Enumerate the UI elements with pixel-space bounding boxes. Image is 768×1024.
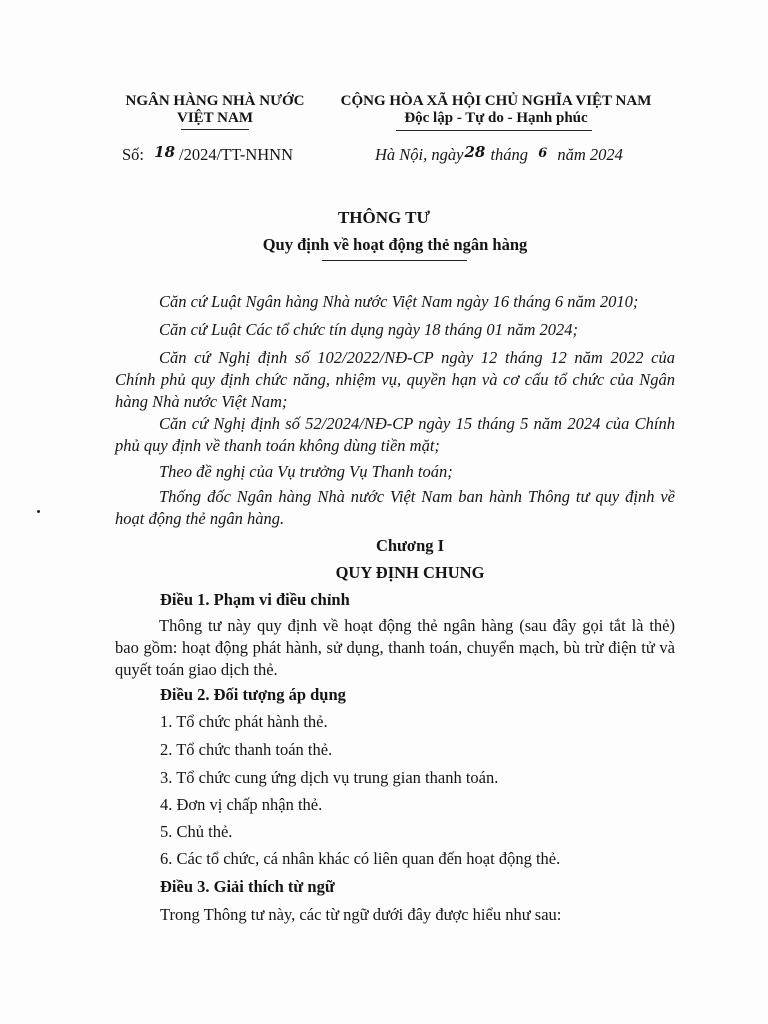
document-number — [122, 145, 293, 165]
handwritten-day: 28 — [464, 143, 486, 161]
chapter-title: QUY ĐỊNH CHUNG — [335, 563, 485, 582]
subject-underline — [322, 260, 467, 261]
motto-underline — [396, 130, 592, 131]
chapter-number: Chương I — [375, 536, 445, 555]
list-item: 6. Các tổ chức, cá nhân khác có liên quan đến hoạt động thẻ. — [160, 849, 561, 868]
date-year: năm 2024 — [557, 145, 623, 164]
article-2-heading: Điều 2. Đối tượng áp dụng — [160, 685, 346, 704]
preamble-law-credit: Căn cứ Luật Các tổ chức tín dụng ngày 18 tháng 01 năm 2024; — [159, 320, 579, 339]
preamble-law-sbv: Căn cứ Luật Ngân hàng Nhà nước Việt Nam ngày 16 tháng 6 năm 2010; — [159, 292, 639, 311]
list-item: 4. Đơn vị chấp nhận thẻ. — [160, 795, 323, 814]
list-item: 1. Tổ chức phát hành thẻ. — [160, 712, 328, 731]
scan-speck — [37, 510, 40, 513]
preamble-decree-52: Căn cứ Nghị định số 52/2024/NĐ-CP ngày 15 tháng 5 năm 2024 của Chính phủ quy định về thanh toán không dùng tiền mặt; — [115, 414, 675, 455]
article-1-text: Thông tư này quy định về hoạt động thẻ ngân hàng (sau đây gọi tắt là thẻ) bao gồm: hoạt động phát hành, sử dụng, thanh toán, chuyển mạch, bù trừ điện tử và quyết toán giao dịch thẻ. — [115, 616, 675, 679]
preamble-decree-102: Căn cứ Nghị định số 102/2022/NĐ-CP ngày 12 tháng 12 năm 2022 của Chính phủ quy định chức năng, nhiệm vụ, quyền hạn và cơ cấu tổ chức của Ngân hàng Nhà nước Việt Nam; — [115, 348, 675, 411]
document-type: THÔNG TƯ — [337, 208, 431, 227]
article-3-text: Trong Thông tư này, các từ ngữ dưới đây được hiểu như sau: — [160, 905, 562, 924]
place-date — [375, 145, 623, 165]
article-1-heading: Điều 1. Phạm vi điều chỉnh — [160, 590, 350, 609]
handwritten-month: 6 — [538, 146, 548, 161]
list-item: 5. Chủ thẻ. — [160, 822, 233, 841]
list-item: 2. Tổ chức thanh toán thẻ. — [160, 740, 333, 759]
national-title: CỘNG HÒA XÃ HỘI CHỦ NGHĨA VIỆT NAM — [340, 93, 652, 109]
number-prefix: Số: — [122, 145, 145, 164]
handwritten-number: 18 — [154, 143, 176, 161]
number-suffix: /2024/TT-NHNN — [179, 145, 293, 164]
preamble-issuance: Thống đốc Ngân hàng Nhà nước Việt Nam ban hành Thông tư quy định về hoạt động thẻ ngân hàng. — [115, 487, 675, 528]
document-subject: Quy định về hoạt động thẻ ngân hàng — [262, 235, 528, 254]
date-prefix: Hà Nội, ngày — [375, 145, 464, 164]
agency-underline — [181, 129, 249, 130]
agency-name-line1: NGÂN HÀNG NHÀ NƯỚC — [125, 93, 305, 109]
national-motto: Độc lập - Tự do - Hạnh phúc — [404, 110, 588, 126]
article-3-heading: Điều 3. Giải thích từ ngữ — [160, 877, 335, 896]
list-item: 3. Tổ chức cung ứng dịch vụ trung gian thanh toán. — [160, 768, 499, 787]
preamble-proposal: Theo đề nghị của Vụ trưởng Vụ Thanh toán; — [159, 462, 453, 481]
agency-name-line2: VIỆT NAM — [177, 110, 253, 126]
date-month-label: tháng — [490, 145, 529, 164]
